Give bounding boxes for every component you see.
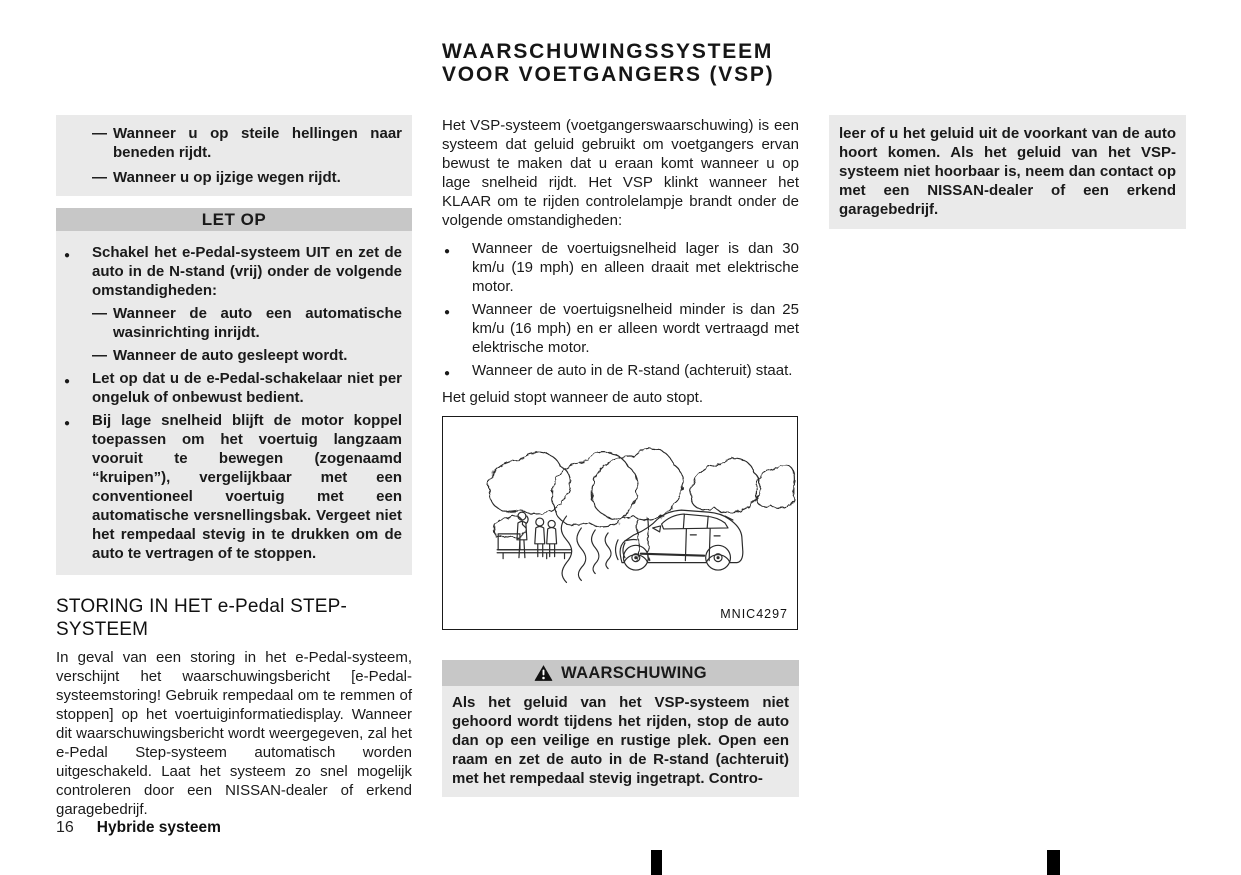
dash-bullet: — bbox=[92, 305, 107, 322]
print-registration-mark bbox=[1047, 850, 1060, 875]
list-item bbox=[442, 300, 799, 357]
circle-bullet: ● bbox=[64, 418, 71, 429]
list-item bbox=[64, 243, 402, 365]
section-body: In geval van een storing in het e-Pedal-systeem, verschijnt het waarschuwingsbericht [e-Pedal-systeemstoring! Gebruik rempedaal om te remmen of stoppen] op het voertuiginformatiedisplay. Wanneer dit waarschuwingsbericht wordt weergegeven, zal het e-Pedal Step-systeem automatisch worden uitgeschakeld. Laat het systeem zo snel mogelijk controleren door een NISSAN-dealer of erkend garagebedrijf. bbox=[56, 649, 412, 818]
list-item-text: Bij lage snelheid blijft de motor koppel toepassen om het voertuig langzaam vooruit te bewegen (zogenaamd “kruipen”), vergelijkbaar met een conventioneel voertuig met een automatische versnellingsbak. Vergeet niet het rempedaal stevig in te drukken om de auto te vertragen of te stoppen. bbox=[92, 412, 402, 562]
sub-list-item bbox=[92, 304, 402, 342]
warning-box bbox=[442, 660, 799, 797]
list-item-text: Wanneer de auto in de R-stand (achteruit) staat. bbox=[472, 362, 793, 379]
warning-header bbox=[442, 660, 799, 686]
circle-bullet: ● bbox=[444, 307, 451, 318]
circle-bullet: ● bbox=[444, 246, 451, 257]
vsp-illustration-svg bbox=[443, 417, 797, 629]
let-op-box bbox=[56, 231, 412, 575]
let-op-header: LET OP bbox=[56, 208, 412, 231]
right-column bbox=[829, 115, 1186, 229]
list-item-text: Wanneer de voertuigsnelheid lager is dan 30 km/u (19 mph) en alleen draait met elektrische motor. bbox=[472, 240, 799, 295]
circle-bullet: ● bbox=[444, 368, 451, 379]
warning-triangle-icon bbox=[534, 664, 553, 682]
sub-list-item-text: Wanneer de auto gesleept wordt. bbox=[113, 347, 348, 364]
vsp-illustration-figure bbox=[442, 416, 798, 630]
section-heading: STORING IN HET e-Pedal STEP-SYSTEEM bbox=[56, 596, 348, 640]
list-item-text: Schakel het e-Pedal-systeem UIT en zet de auto in de N-stand (vrij) onder de volgende omstandigheden: bbox=[92, 244, 402, 299]
outro-sentence: Het geluid stopt wanneer de auto stopt. bbox=[442, 389, 704, 406]
intro-paragraph: Het VSP-systeem (voetgangerswaarschuwing) is een systeem dat geluid gebruikt om voetgangers ervan bewust te maken dat u eraan komt wanneer u op lage snelheid rijdt. Het VSP klinkt wanneer het KLAAR om te rijden controlelampje brandt onder de volgende omstandigheden: bbox=[442, 117, 799, 229]
list-item-text: Wanneer de voertuigsnelheid minder is dan 25 km/u (16 mph) en er alleen wordt vertraagd met elektrische motor. bbox=[472, 301, 799, 356]
page-title bbox=[442, 40, 799, 86]
dash-bullet: — bbox=[92, 169, 107, 186]
dash-bullet: — bbox=[92, 347, 107, 364]
note-continuation-box bbox=[56, 115, 412, 196]
sub-list-item bbox=[92, 346, 402, 365]
list-item-text: Wanneer u op steile hellingen naar beneden rijdt. bbox=[113, 125, 402, 161]
chapter-name: Hybride systeem bbox=[96, 819, 221, 836]
page-number: 16 bbox=[56, 819, 74, 836]
list-item bbox=[64, 369, 402, 407]
warning-body: Als het geluid van het VSP-systeem niet gehoord wordt tijdens het rijden, stop de auto dan op een veilige en rustige plek. Open een raam en zet de auto in de R-stand (achteruit) met het rempedaal stevig ingetrapt. Contro- bbox=[442, 686, 799, 797]
list-item bbox=[64, 411, 402, 563]
page-footer bbox=[56, 819, 221, 837]
left-column bbox=[56, 115, 412, 819]
page-title-line1: WAARSCHUWINGSSYSTEEM bbox=[442, 40, 774, 63]
trees-group bbox=[489, 448, 795, 561]
sub-list-item-text: Wanneer de auto een automatische wasinrichting inrijdt. bbox=[113, 305, 402, 341]
list-item-text: Wanneer u op ijzige wegen rijdt. bbox=[113, 169, 341, 186]
list-item bbox=[442, 239, 799, 296]
print-registration-mark bbox=[651, 850, 662, 875]
list-item bbox=[442, 361, 799, 383]
figure-code-label: MNIC4297 bbox=[720, 607, 788, 621]
list-item-text: Let op dat u de e-Pedal-schakelaar niet per ongeluk of onbewust bedient. bbox=[92, 370, 402, 406]
dash-bullet: — bbox=[92, 125, 107, 142]
warning-continuation-text: leer of u het geluid uit de voorkant van de auto hoort komen. Als het geluid van het VSP-systeem niet hoorbaar is, neem dan contact op met een NISSAN-dealer of een erkend garagebedrijf. bbox=[839, 125, 1176, 218]
page-title-line2: VOOR VOETGANGERS (VSP) bbox=[442, 63, 775, 86]
middle-column bbox=[442, 40, 799, 797]
circle-bullet: ● bbox=[64, 250, 71, 261]
list-item bbox=[92, 124, 402, 162]
sound-waves-group bbox=[561, 516, 625, 582]
warning-title: WAARSCHUWING bbox=[561, 663, 707, 682]
planter-bench-group bbox=[494, 516, 571, 559]
circle-bullet: ● bbox=[64, 376, 71, 387]
list-item bbox=[92, 168, 402, 187]
warning-continuation-box bbox=[829, 115, 1186, 229]
